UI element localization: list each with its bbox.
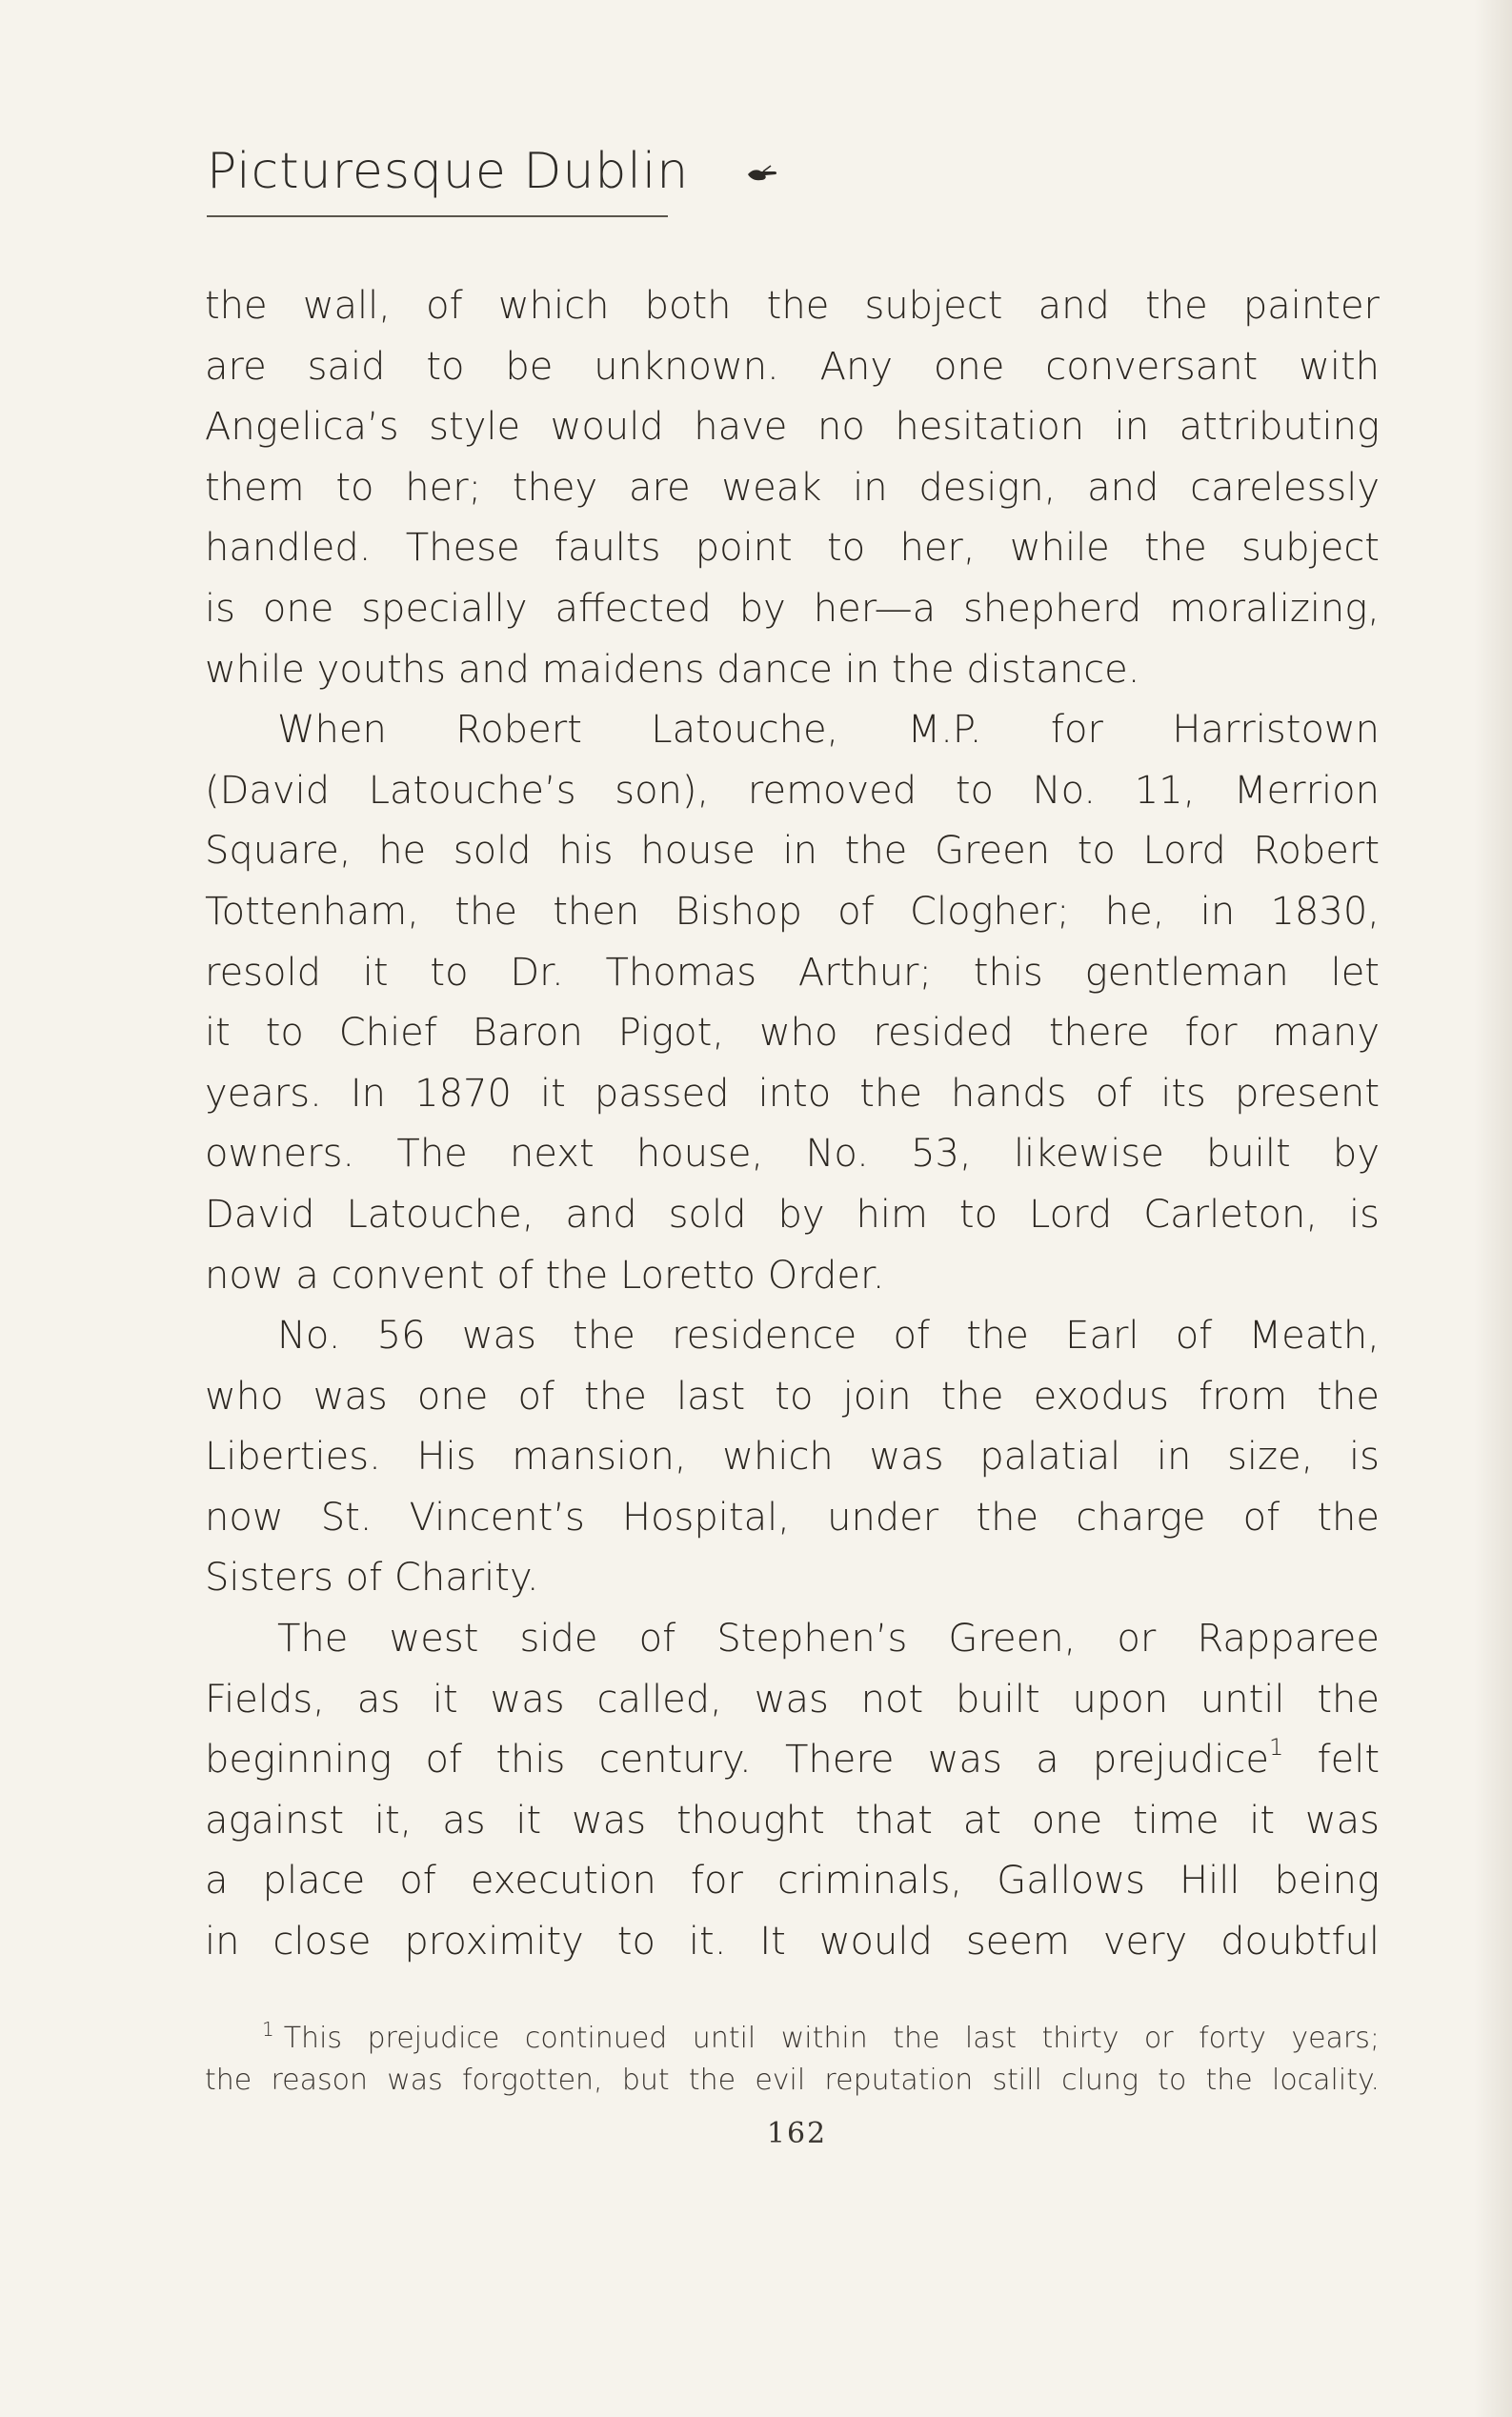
footnote-line bbox=[205, 2018, 1380, 2060]
text-line: Fields, as it was called, was not built upon until the bbox=[205, 1677, 1380, 1722]
page-edge-shadow bbox=[1474, 0, 1512, 2417]
text-line: are said to be unknown. Any one conversant with bbox=[205, 344, 1380, 389]
footnote-text: This prejudice continued until within the last thirty or forty years; bbox=[283, 2022, 1380, 2055]
text-line: is one specially affected by her—a shepherd moralizing, bbox=[205, 586, 1380, 631]
text-line: owners. The next house, No. 53, likewise built by bbox=[205, 1132, 1380, 1177]
hand-pointer-ornament-icon bbox=[746, 164, 778, 185]
footnote-line: the reason was forgotten, but the evil reputation still clung to the locality. bbox=[205, 2064, 1380, 2097]
footnote bbox=[205, 2018, 1380, 2102]
text-line: When Robert Latouche, M.P. for Harristown bbox=[277, 708, 1380, 753]
text-line: Square, he sold his house in the Green to Lord Robert bbox=[205, 829, 1380, 874]
text-line: No. 56 was the residence of the Earl of Meath, bbox=[277, 1314, 1380, 1359]
running-header-title: Picturesque Dublin bbox=[207, 143, 690, 200]
header-rule bbox=[207, 215, 668, 217]
text-line: Tottenham, the then Bishop of Clogher; he, in 1830, bbox=[205, 889, 1380, 934]
text-line: it to Chief Baron Pigot, who resided there for many bbox=[205, 1011, 1380, 1056]
text-line: a place of execution for criminals, Gallows Hill being bbox=[205, 1859, 1380, 1903]
body-text bbox=[205, 276, 1380, 1973]
text-line: Sisters of Charity. bbox=[205, 1556, 539, 1601]
page-number: 162 bbox=[766, 2117, 828, 2150]
text-line: them to her; they are weak in design, and carelessly bbox=[205, 465, 1380, 510]
text-line: in close proximity to it. It would seem very doubtful bbox=[205, 1920, 1380, 1964]
text-line: the wall, of which both the subject and the painter bbox=[205, 284, 1380, 328]
text-line: years. In 1870 it passed into the hands of its present bbox=[205, 1071, 1380, 1116]
text-line: handled. These faults point to her, while the subject bbox=[205, 526, 1380, 571]
text-line: (David Latouche’s son), removed to No. 11, Merrion bbox=[205, 768, 1380, 813]
text-line: now St. Vincent’s Hospital, under the charge of the bbox=[205, 1495, 1380, 1540]
text-line: resold it to Dr. Thomas Arthur; this gentleman let bbox=[205, 950, 1380, 995]
text-line: while youths and maidens dance in the distance. bbox=[205, 647, 1140, 692]
text-line: Liberties. His mansion, which was palatial in size, is bbox=[205, 1435, 1380, 1480]
text-line: The west side of Stephen’s Green, or Rapparee bbox=[277, 1617, 1380, 1662]
footnote-number: 1 bbox=[262, 2018, 274, 2041]
text-line-segment: felt bbox=[1283, 1738, 1380, 1783]
text-line: against it, as it was thought that at one time it was bbox=[205, 1798, 1380, 1843]
footnote-reference: 1 bbox=[1268, 1734, 1284, 1762]
text-line: now a convent of the Loretto Order. bbox=[205, 1253, 885, 1298]
text-line-segment: beginning of this century. There was a prejudice bbox=[205, 1738, 1269, 1783]
running-header bbox=[207, 143, 778, 200]
text-line-with-footnote bbox=[205, 1730, 1380, 1791]
text-line: David Latouche, and sold by him to Lord Carleton, is bbox=[205, 1192, 1380, 1237]
text-line: Angelica’s style would have no hesitation in attributing bbox=[205, 405, 1380, 450]
text-line: who was one of the last to join the exodus from the bbox=[205, 1374, 1380, 1419]
